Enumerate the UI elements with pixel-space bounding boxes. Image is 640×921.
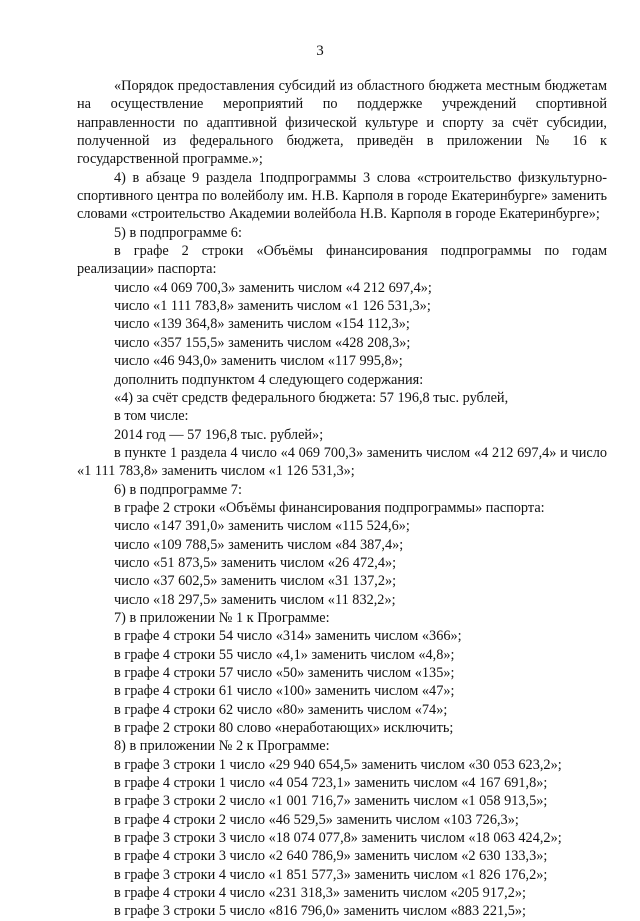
document-body — [77, 77, 607, 921]
paragraph: число «51 873,5» заменить числом «26 472,4»; — [114, 554, 397, 571]
paragraph: в графе 3 строки 1 число «29 940 654,5» заменить числом «30 053 623,2»; — [114, 756, 562, 773]
paragraph: в графе 3 строки 5 число «816 796,0» заменить числом «883 221,5»; — [114, 903, 526, 920]
paragraph: 6) в подпрограмме 7: — [114, 481, 242, 498]
paragraph: 5) в подпрограмме 6: — [114, 224, 242, 241]
paragraph: 7) в приложении № 1 к Программе: — [114, 609, 330, 626]
paragraph: «Порядок предоставления субсидий из областного бюджета местным бюджетам на осуществление мероприятий по поддержке учреждений спортивной направленности по адаптивной физической культуре и спорту за счёт субсидии, полученной из федерального бюджета, приведён в приложении № 16 к государственной программе.»; — [77, 78, 607, 168]
paragraph: в графе 4 строки 2 число «46 529,5» заменить числом «103 726,3»; — [114, 811, 519, 828]
paragraph: в графе 4 строки 61 число «100» заменить числом «47»; — [114, 683, 455, 700]
paragraph: число «139 364,8» заменить числом «154 112,3»; — [114, 316, 410, 333]
paragraph: в графе 3 строки 4 число «1 851 577,3» заменить числом «1 826 176,2»; — [114, 866, 548, 883]
paragraph: число «18 297,5» заменить числом «11 832,2»; — [114, 591, 396, 608]
paragraph: в графе 2 строки «Объёмы финансирования подпрограммы по годам реализации» паспорта: — [77, 243, 607, 278]
paragraph: в графе 4 строки 3 число «2 640 786,9» заменить числом «2 630 133,3»; — [114, 848, 548, 865]
paragraph: в графе 2 строки 80 слово «неработающих» исключить; — [114, 720, 454, 737]
paragraph: 8) в приложении № 2 к Программе: — [114, 738, 330, 755]
paragraph: число «147 391,0» заменить числом «115 524,6»; — [114, 518, 410, 535]
paragraph: число «46 943,0» заменить числом «117 995,8»; — [114, 353, 403, 370]
paragraph: в графе 4 строки 55 число «4,1» заменить числом «4,8»; — [114, 646, 455, 663]
paragraph: в графе 4 строки 62 число «80» заменить числом «74»; — [114, 701, 448, 718]
paragraph: в графе 2 строки «Объёмы финансирования подпрограммы» паспорта: — [114, 499, 545, 516]
paragraph: в графе 4 строки 54 число «314» заменить числом «366»; — [114, 628, 462, 645]
paragraph: в графе 3 строки 2 число «1 001 716,7» заменить числом «1 058 913,5»; — [114, 793, 548, 810]
paragraph: число «1 111 783,8» заменить числом «1 126 531,3»; — [114, 298, 431, 315]
paragraph: 4) в абзаце 9 раздела 1подпрограммы 3 слова «строительство физкультурно-спортивного центра по волейболу им. Н.В. Карполя в городе Екатеринбурге» заменить словами «строительство Академии волейбола Н.В. Карполя в городе Екатеринбурге»; — [77, 169, 607, 223]
paragraph: в пункте 1 раздела 4 число «4 069 700,3» заменить числом «4 212 697,4» и число «1 111 783,8» заменить числом «1 126 531,3»; — [77, 444, 607, 480]
paragraph: в графе 4 строки 1 число «4 054 723,1» заменить числом «4 167 691,8»; — [114, 775, 548, 792]
paragraph: в графе 3 строки 3 число «18 074 077,8» заменить числом «18 063 424,2»; — [114, 830, 562, 847]
paragraph: в графе 4 строки 57 число «50» заменить числом «135»; — [114, 665, 455, 681]
page-number: 3 — [316, 43, 324, 59]
paragraph: дополнить подпунктом 4 следующего содержания: — [114, 371, 424, 388]
paragraph: число «4 069 700,3» заменить числом «4 212 697,4»; — [114, 279, 432, 296]
paragraph: 2014 год — 57 196,8 тыс. рублей»; — [114, 426, 324, 443]
paragraph: «4) за счёт средств федерального бюджета: 57 196,8 тыс. рублей, — [114, 389, 509, 406]
paragraph: в графе 4 строки 4 число «231 318,3» заменить числом «205 917,2»; — [114, 885, 526, 902]
paragraph: число «357 155,5» заменить числом «428 208,3»; — [114, 334, 411, 351]
paragraph: в том числе: — [114, 408, 189, 425]
paragraph: число «37 602,5» заменить числом «31 137,2»; — [114, 573, 397, 590]
paragraph: число «109 788,5» заменить числом «84 387,4»; — [114, 536, 404, 553]
